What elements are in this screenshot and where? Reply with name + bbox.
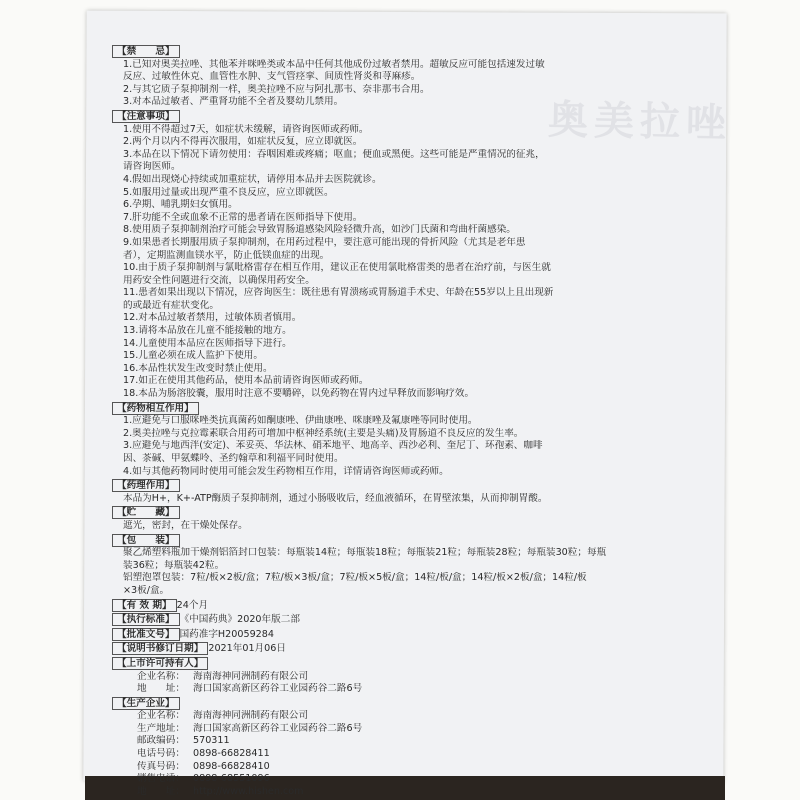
section-title: 【贮 藏】 [112, 506, 180, 519]
section-line: 15.儿童必须在成人监护下使用。 [123, 350, 263, 362]
section-line: 9.如果患者长期服用质子泵抑制剂，在用药过程中，要注意可能出现的骨折风险（尤其是老年患 [123, 236, 526, 248]
section-line: 遮光，密封，在干燥处保存。 [123, 519, 248, 531]
contact-key: 销售电话： [137, 773, 185, 785]
contact-value: 0898-66828411 [193, 748, 270, 760]
contact-value: 海南海神同洲制药有限公司 [193, 670, 309, 682]
contact-key: 企业名称： [137, 670, 185, 682]
section-line: 2.奥美拉唑与克拉霉素联合用药可增加中枢神经系统(主要是头痛)及胃肠道不良反应的发生率。 [123, 427, 524, 439]
section-heading [112, 534, 697, 548]
contact-row [112, 710, 697, 723]
manufacturer-block [112, 697, 697, 799]
section-line: 铝塑泡罩包装：7粒/板×2板/盒；7粒/板×3板/盒；7粒/板×5板/盒；14粒/板/盒；14粒/板×2板/盒；14粒/板 [123, 572, 587, 584]
section-heading [112, 45, 697, 59]
section-line: ×3板/盒。 [123, 584, 170, 596]
section-line: 本品为H+，K+-ATP酶质子泵抑制剂，通过小肠吸收后，经血液循环，在胃壁浓集，从而抑制胃酸。 [123, 492, 548, 504]
contact-row [112, 735, 697, 748]
info-value: 《中国药典》2020年版二部 [179, 614, 300, 626]
block-title: 【生产企业】 [112, 697, 180, 710]
contact-row [112, 723, 697, 736]
contact-row [112, 773, 697, 786]
contact-key: 传真号码： [137, 760, 185, 772]
block-title: 【上市许可持有人】 [112, 657, 208, 670]
section-line: 的或最近有症状变化。 [123, 299, 219, 311]
section-line: 8.使用质子泵抑制剂治疗可能会导致胃肠道感染风险轻微升高，如沙门氏菌和弯曲杆菌感染。 [123, 224, 516, 236]
section-line: 17.如正在使用其他药品，使用本品前请咨询医师或药师。 [123, 375, 369, 387]
section-title: 【包 装】 [112, 534, 180, 547]
contact-value: 海口国家高新区药谷工业园药谷二路6号 [193, 683, 363, 695]
contact-value: 570311 [193, 735, 230, 747]
block-heading [112, 697, 697, 711]
contact-key: 邮政编码： [137, 735, 185, 747]
contact-value: 海南海神同洲制药有限公司 [193, 710, 309, 722]
info-value: 24个月 [176, 599, 209, 611]
contact-row [112, 786, 697, 799]
section-line: 者），定期监测血镁水平，防止低镁血症的出现。 [123, 249, 330, 261]
marketing-authorization-holder [112, 657, 697, 696]
section-line: 3.本品在以下情况下请勿使用：吞咽困难或疼痛；呕血；便血或黑便。这些可能是严重情况的征兆， [123, 148, 545, 160]
leaflet-content [112, 44, 697, 798]
section-line: 18.本品为肠溶胶囊，服用时注意不要嚼碎，以免药物在胃内过早释放而影响疗效。 [123, 388, 475, 400]
section-line: 2.与其它质子泵抑制剂一样，奥美拉唑不应与阿扎那韦、奈非那韦合用。 [123, 83, 430, 95]
section-line: 聚乙烯塑料瓶加干燥剂铝箔封口包装：每瓶装14粒；每瓶装18粒；每瓶装21粒；每瓶装28粒；每瓶装30粒；每瓶 [123, 547, 607, 559]
section-line: 12.对本品过敏者禁用，过敏体质者慎用。 [123, 312, 302, 324]
section-title: 【禁 忌】 [112, 45, 180, 58]
info-row [112, 628, 697, 642]
contact-row [112, 671, 697, 684]
section-line: 2.两个月以内不得再次服用，如症状反复，应立即就医。 [123, 136, 363, 148]
section-line: 5.如服用过量或出现严重不良反应，应立即就医。 [123, 186, 334, 198]
section-line: 反应、过敏性休克、血管性水肿、支气管痉挛、间质性肾炎和荨麻疹。 [123, 71, 421, 83]
section-line: 13.请将本品放在儿童不能接触的地方。 [123, 325, 292, 337]
info-row [112, 642, 697, 656]
section-title: 【注意事项】 [112, 110, 180, 123]
section-title: 【药物相互作用】 [112, 402, 199, 415]
info-value: 2021年01月06日 [208, 643, 286, 655]
show-through-print: 奥美拉唑 [547, 97, 733, 147]
contact-value: http://www.hishen.com [193, 785, 304, 797]
section-heading [112, 110, 697, 124]
info-row [112, 599, 697, 613]
section-line: 请咨询医师。 [123, 161, 181, 173]
section-line: 1.使用不得超过7天，如症状未缓解，请咨询医师或药师。 [123, 123, 369, 135]
section-line: 11.患者如果出现以下情况，应咨询医生：既往患有胃溃疡或胃肠道手术史、年龄在55岁以上且出现新 [123, 287, 554, 299]
section-line: 因、茶碱、甲氨蝶呤、圣约翰草和利福平同时使用。 [123, 453, 344, 464]
info-label: 【说明书修订日期】 [112, 642, 208, 655]
section-heading [112, 479, 697, 493]
contact-row [112, 761, 697, 774]
section-line: 3.应避免与地西泮(安定)、苯妥英、华法林、硝苯地平、地高辛、西沙必利、奎尼丁、环孢素、咖啡 [123, 440, 543, 452]
section-line: 4.假如出现烧心持续或加重症状，请停用本品并去医院就诊。 [123, 173, 382, 185]
section-line: 6.孕期、哺乳期妇女慎用。 [123, 199, 238, 211]
contact-row [112, 683, 697, 696]
info-label: 【执行标准】 [112, 613, 180, 626]
contact-value: 0898-68551096 [193, 773, 270, 785]
section-line: 10.由于质子泵抑制剂与氯吡格雷存在相互作用，建议正在使用氯吡格雷类的患者在治疗前，与医生就 [123, 262, 551, 274]
leaflet-sections [112, 45, 697, 598]
section-line: 4.如与其他药物同时使用可能会发生药物相互作用，详情请咨询医师或药师。 [123, 465, 449, 477]
section-title: 【药理作用】 [112, 479, 180, 492]
section-line: 7.肝功能不全或血象不正常的患者请在医师指导下使用。 [123, 211, 363, 223]
section-line: 3.对本品过敏者、严重肾功能不全者及婴幼儿禁用。 [123, 96, 344, 108]
leaflet-info-rows [112, 599, 697, 656]
section-line: 装36粒；每瓶装42粒。 [123, 559, 225, 571]
info-value: 国药准字H20059284 [179, 628, 274, 640]
contact-key: 地 址： [137, 785, 185, 797]
contact-row [112, 748, 697, 761]
info-label: 【有 效 期】 [112, 599, 177, 612]
section-heading [112, 506, 697, 520]
contact-value: 0898-66828410 [193, 760, 270, 772]
section-heading [112, 402, 697, 416]
block-heading [112, 657, 697, 671]
section-line: 16.本品性状发生改变时禁止使用。 [123, 362, 273, 374]
contact-value: 海口国家高新区药谷工业园药谷二路6号 [193, 722, 363, 734]
section-line: 1.已知对奥美拉唑、其他苯并咪唑类或本品中任何其他成份过敏者禁用。超敏反应可能包括速发过敏 [123, 58, 545, 70]
section-line: 用药安全性问题进行交流，以确保用药安全。 [123, 274, 315, 286]
contact-key: 地 址： [137, 683, 185, 695]
contact-key: 电话号码： [137, 748, 185, 760]
contact-key: 企业名称： [137, 710, 185, 722]
info-label: 【批准文号】 [112, 628, 180, 641]
section-line: 14.儿童使用本品应在医师指导下进行。 [123, 337, 292, 349]
section-line: 1.应避免与口服咪唑类抗真菌药如酮康唑、伊曲康唑、咪康唑及氟康唑等同时使用。 [123, 415, 478, 427]
info-row [112, 613, 697, 627]
contact-key: 生产地址： [137, 722, 185, 734]
